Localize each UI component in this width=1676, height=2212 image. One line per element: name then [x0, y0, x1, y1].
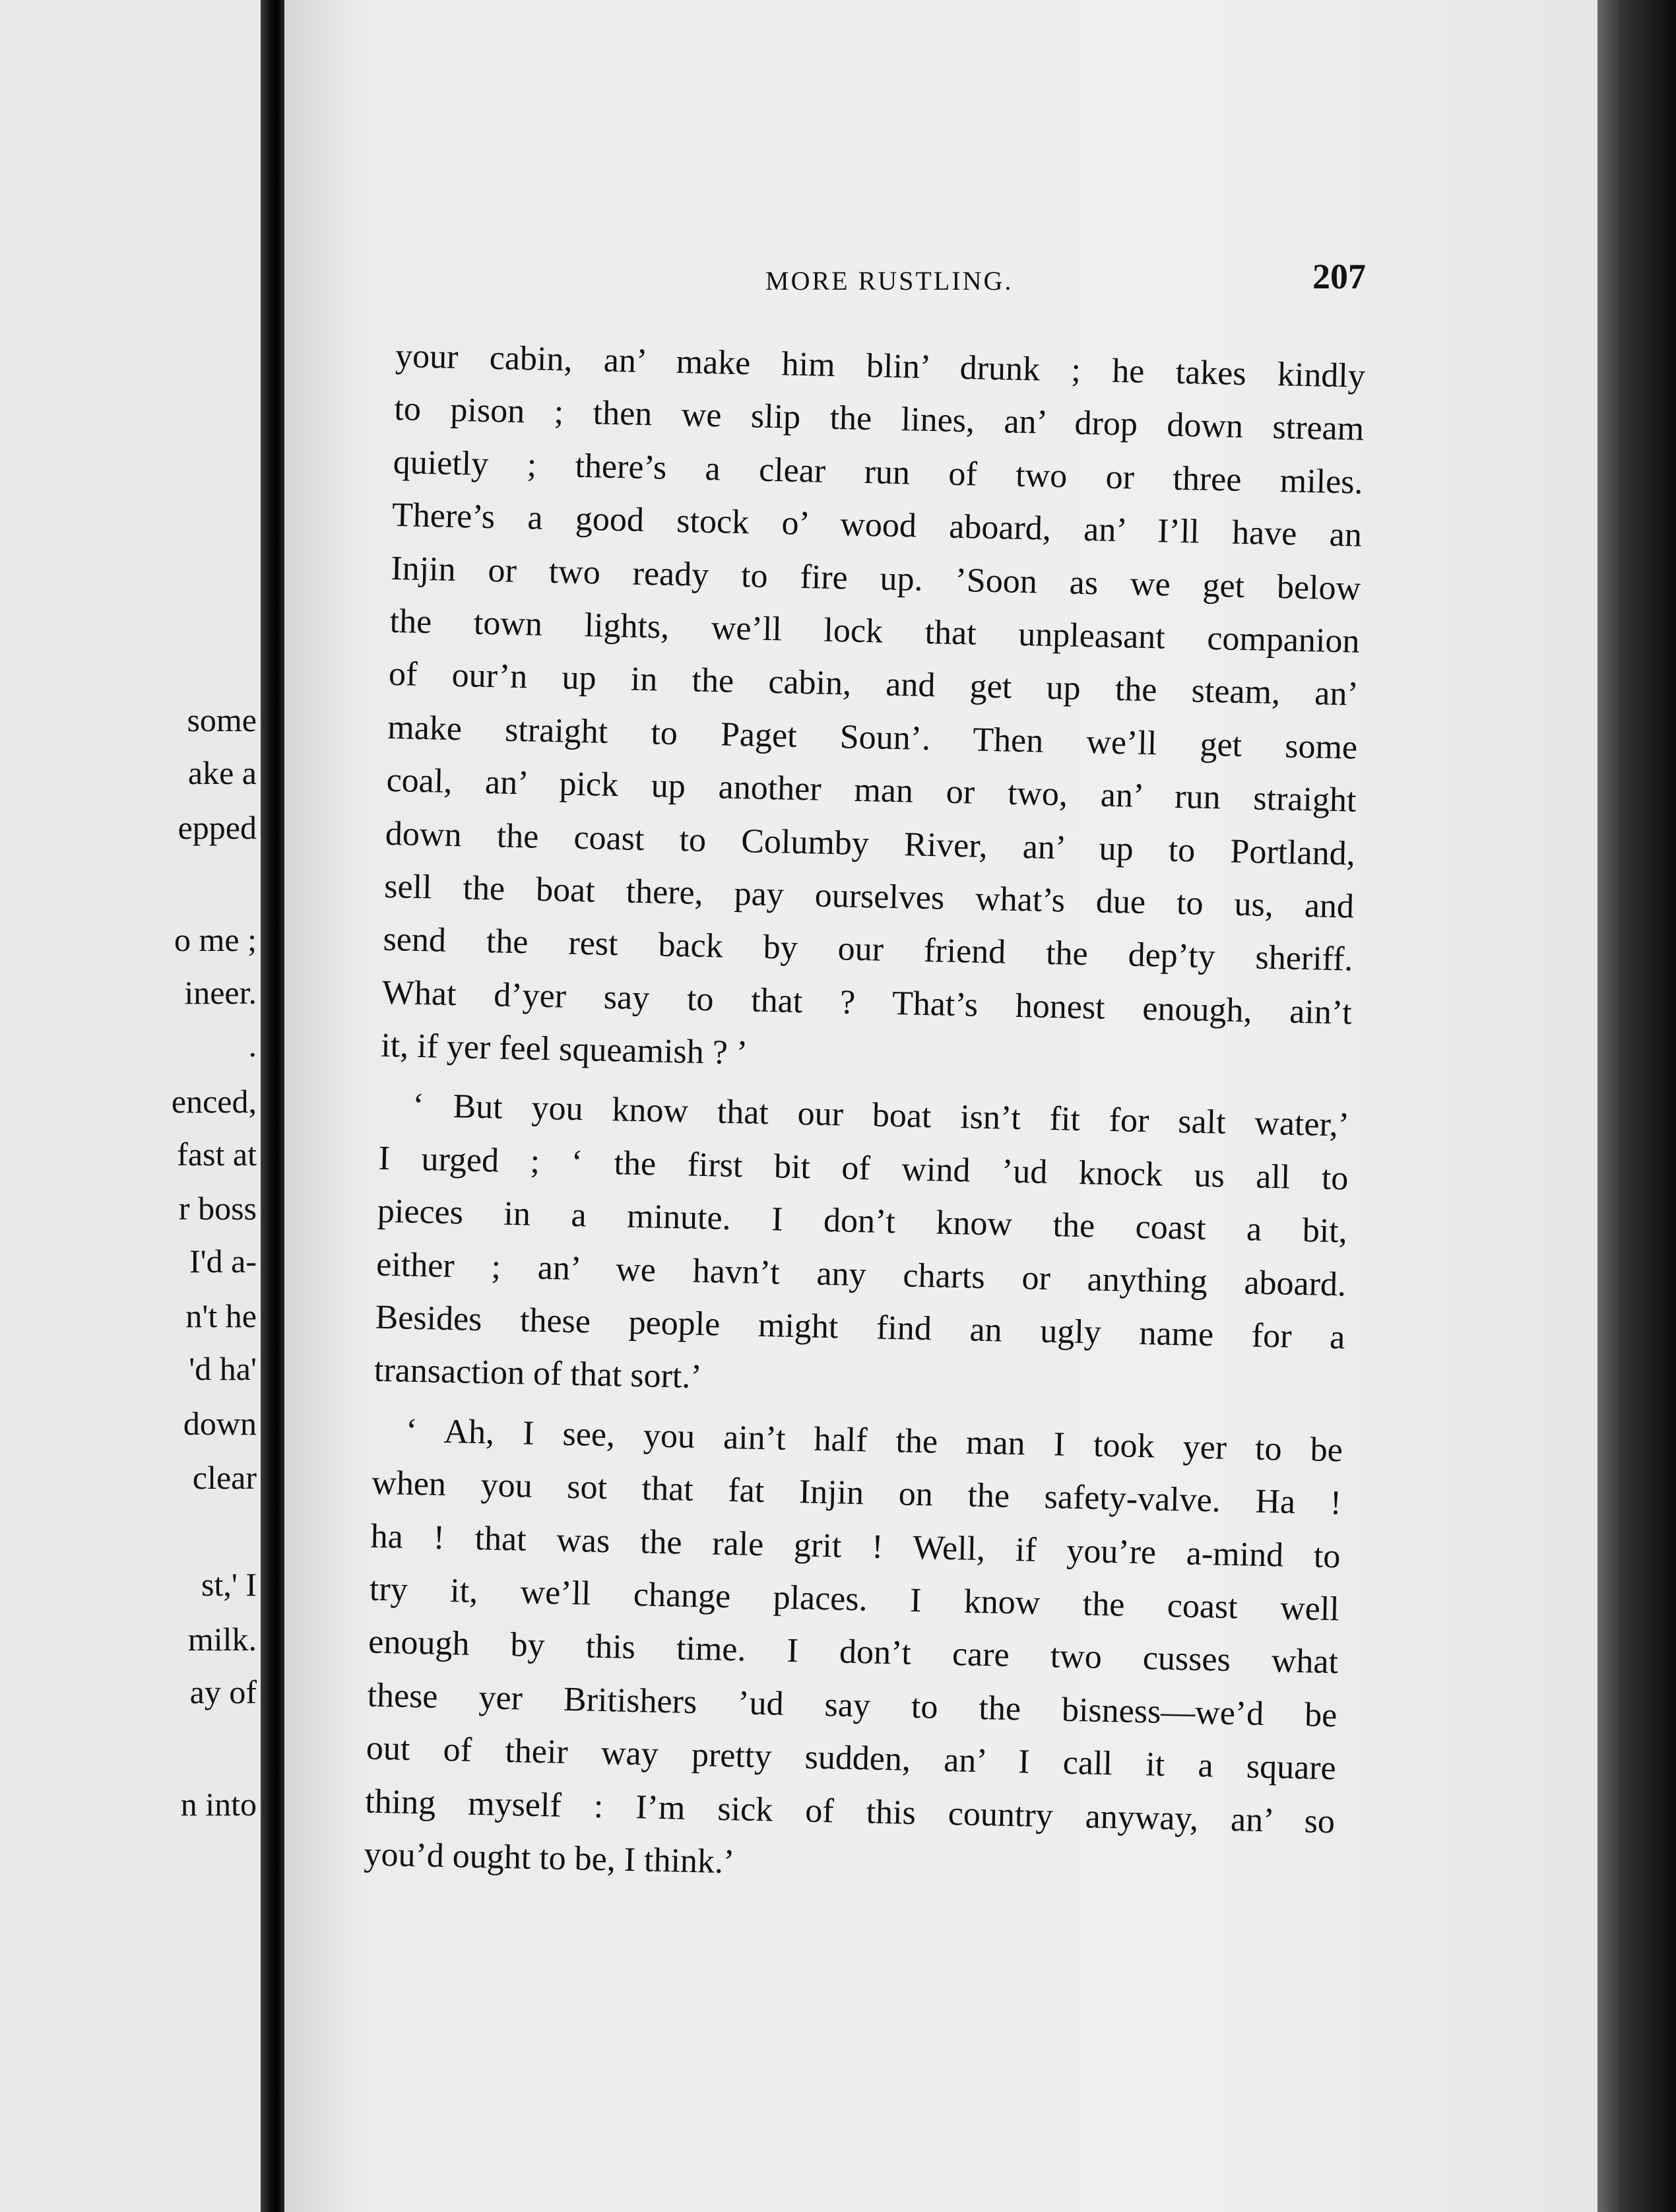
text-line: you’d ought to be, I think.’ [364, 1835, 735, 1881]
text-line: There’s a good stock o’ wood aboard, an’ I’ll have an [391, 496, 1363, 554]
facing-page-line: . [248, 1027, 257, 1064]
text-line: these yer Britishers ’ud say to the bisness—we’d be [367, 1676, 1338, 1735]
book-gutter [261, 0, 284, 2212]
facing-page-line: st,' I [201, 1566, 257, 1603]
facing-page-line: n't he [185, 1297, 257, 1334]
text-line: to pison ; then we slip the lines, an’ drop down stream [393, 390, 1365, 449]
text-line: your cabin, an’ make him blin’ drunk ; he takes kindly [395, 337, 1366, 395]
facing-page-line: milk. [187, 1621, 257, 1658]
running-title: MORE RUSTLING. [765, 266, 1014, 296]
body-text [364, 330, 1366, 1902]
text-line: ha ! that was the rale grit ! Well, if you’re a-mind to [370, 1517, 1341, 1575]
facing-page-line: o me ; [174, 921, 257, 958]
text-line: ‘ But you know that our boat isn’t fit for salt water,’ [412, 1087, 1350, 1144]
running-head [462, 256, 1366, 309]
text-line: ‘ Ah, I see, you ain’t half the man I took yer to be [405, 1412, 1343, 1470]
facing-page-line: n into [180, 1786, 257, 1823]
text-line: either ; an’ we havn’t any charts or anything aboard. [375, 1245, 1347, 1304]
facing-page-line: enced, [171, 1083, 257, 1120]
text-line: transaction of that sort.’ [373, 1351, 703, 1396]
text-line: try it, we’ll change places. I know the coast well [369, 1570, 1340, 1629]
text-line: thing myself : I’m sick of this country anyway, an’ so [364, 1782, 1336, 1840]
text-line: enough by this time. I don’t care two cusses what [368, 1623, 1339, 1681]
text-line: out of their way pretty sudden, an’ I call it a square [366, 1729, 1337, 1788]
facing-page-line: ake a [187, 754, 257, 791]
text-line: quietly ; there’s a clear run of two or three miles. [393, 443, 1364, 502]
facing-page-line: fast at [177, 1136, 257, 1173]
page-edges [1597, 0, 1676, 2212]
text-line: sell the boat there, pay ourselves what’s due to us, and [383, 867, 1355, 926]
text-line: make straight to Paget Soun’. Then we’ll get some [387, 708, 1358, 767]
facing-page-line: ay of [189, 1674, 257, 1710]
facing-page-line: some [187, 701, 257, 738]
facing-page-line: clear [192, 1459, 257, 1496]
text-line: pieces in a minute. I don’t know the coast a bit, [377, 1192, 1348, 1251]
facing-page-line: r boss [178, 1190, 257, 1227]
paragraph [380, 330, 1365, 1093]
text-line: I urged ; ‘ the first bit of wind ’ud knock us all to [378, 1139, 1349, 1198]
paragraph [373, 1079, 1350, 1417]
facing-page-line: epped [177, 809, 257, 846]
facing-page-line: down [183, 1405, 257, 1442]
text-line: it, if yer feel squeamish ? ’ [380, 1026, 748, 1072]
text-line: Injin or two ready to fire up. ’Soon as we get below [390, 549, 1361, 608]
text-line: What d’yer say to that ? That’s honest enough, ain’t [381, 973, 1353, 1032]
text-line: when you sot that fat Injin on the safety-valve. Ha ! [371, 1464, 1342, 1522]
page-number: 207 [1312, 257, 1366, 296]
facing-page-line: ineer. [184, 974, 257, 1011]
paragraph [364, 1404, 1343, 1901]
text-line: Besides these people might find an ugly name for a [375, 1298, 1345, 1357]
text-line: the town lights, we’ll lock that unpleasant companion [389, 602, 1361, 661]
facing-page [0, 0, 261, 2212]
text-line: coal, an’ pick up another man or two, an’ run straight [386, 761, 1357, 820]
facing-page-line: 'd ha' [189, 1350, 257, 1387]
text-line: down the coast to Columby River, an’ up to Portland, [385, 814, 1356, 873]
text-line: send the rest back by our friend the dep’ty sheriff. [383, 921, 1353, 979]
facing-page-line: I'd a- [189, 1243, 257, 1280]
text-line: of our’n up in the cabin, and get up the steam, an’ [388, 655, 1359, 714]
